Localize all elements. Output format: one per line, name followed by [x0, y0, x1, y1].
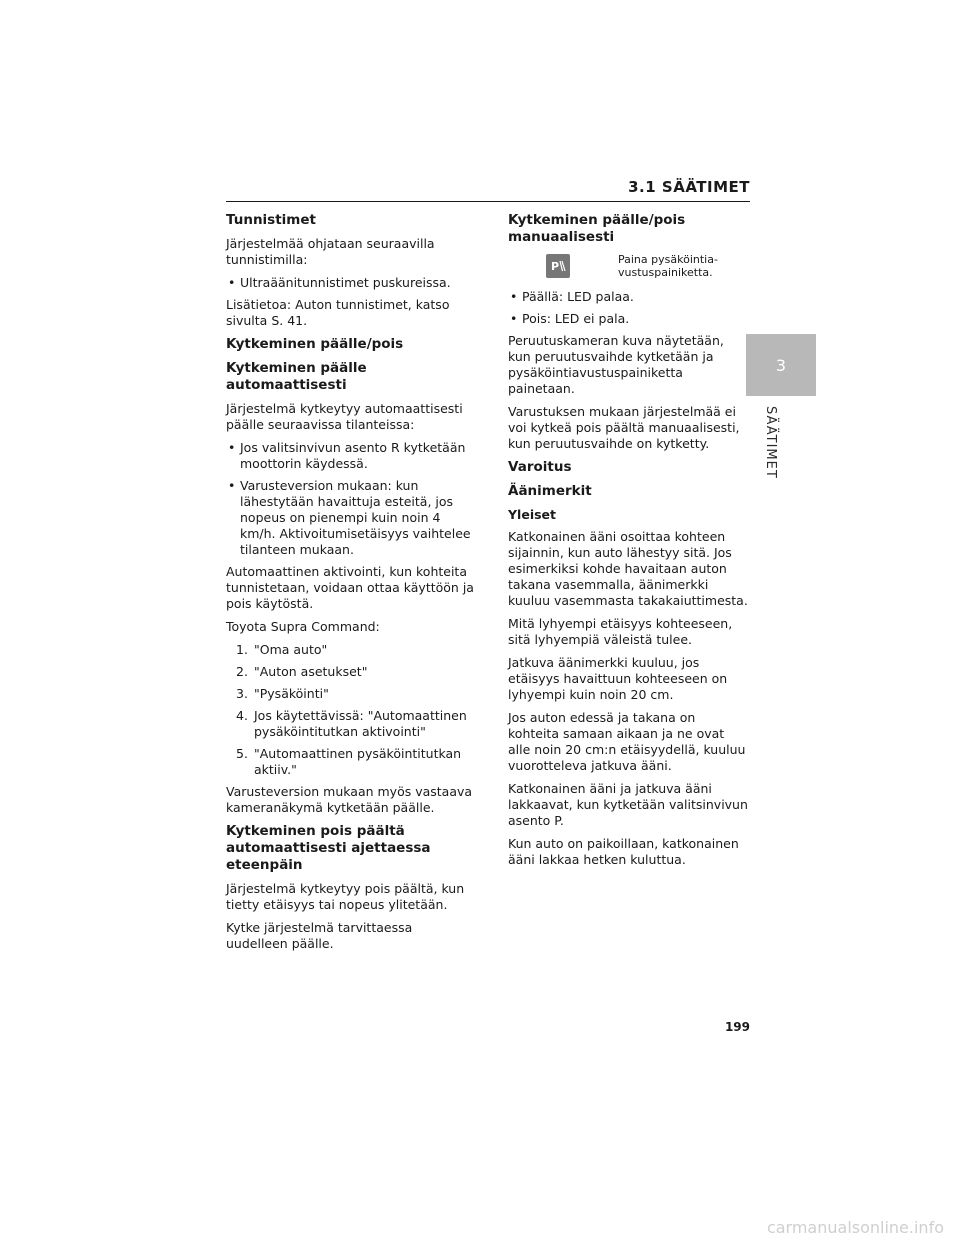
bullet-text: Jos valitsinvivun asento R kytketään moottorin käydessä.	[240, 440, 466, 471]
heading-sensors: Tunnistimet	[226, 212, 316, 228]
numbered-step	[226, 664, 474, 680]
bullet-text: Päällä: LED palaa.	[522, 289, 634, 304]
paragraph: Varusteversion mukaan myös vastaava kameranäkymä kytketään päälle.	[226, 784, 473, 815]
chapter-number: 3	[775, 355, 787, 375]
heading-general: Yleiset	[508, 507, 556, 522]
heading-auto-on: Kytkeminen päälle automaattisesti	[226, 360, 367, 393]
heading-manual: Kytkeminen päälle/pois manuaalisesti	[508, 212, 686, 245]
watermark: carmanualsonline.info	[766, 1218, 944, 1237]
paragraph: Lisätietoa: Auton tunnistimet, katso sivulta S. 41.	[226, 297, 450, 328]
step-text: "Pysäköinti"	[254, 686, 329, 701]
numbered-step	[226, 746, 474, 778]
heading-auto-off: Kytkeminen pois päältä automaattisesti ajettaessa eteenpäin	[226, 823, 431, 873]
paragraph: Kytke järjestelmä tarvittaessa uudelleen päälle.	[226, 920, 413, 951]
step-text: Jos käytettävissä: "Automaattinen pysäköintitutkan aktivointi"	[254, 708, 467, 739]
step-number: 3.	[236, 686, 248, 701]
chapter-label: SÄÄTIMET	[763, 406, 778, 479]
step-number: 2.	[236, 664, 248, 679]
paragraph: Varustuksen mukaan järjestelmää ei voi kytkeä pois päältä manuaalisesti, kun peruutusvaihde on kytketty.	[508, 404, 740, 451]
bullet-text: Varusteversion mukaan: kun lähestytään havaittuja esteitä, jos nopeus on pienempi kuin noin 4 km/h. Aktivoitumisetäisyys vaihtelee tilanteen mukaan.	[240, 478, 471, 557]
step-number: 1.	[236, 642, 248, 657]
bullet-item: • Päällä: LED palaa.	[510, 289, 634, 304]
step-number: 4.	[236, 708, 248, 723]
numbered-step	[226, 708, 474, 740]
paragraph: Järjestelmä kytkeytyy automaattisesti päälle seuraavissa tilanteissa:	[226, 401, 463, 432]
button-illustration-row	[508, 253, 750, 279]
step-text: "Oma auto"	[254, 642, 328, 657]
paragraph: Peruutuskameran kuva näytetään, kun peruutusvaihde kytketään ja pysäköintiavustuspainiketta painetaan.	[508, 333, 724, 396]
numbered-step	[226, 686, 474, 702]
paragraph: Katkonainen ääni ja jatkuva ääni lakkaavat, kun kytketään valitsinvivun asento P.	[508, 781, 748, 828]
paragraph: Kun auto on paikoillaan, katkonainen ääni lakkaa hetken kuluttua.	[508, 836, 739, 867]
bullet-text: Ultraäänitunnistimet puskureissa.	[240, 275, 451, 290]
button-caption: Paina pysäköintiavustuspainiketta.	[618, 253, 718, 279]
step-text: "Auton asetukset"	[254, 664, 368, 679]
chapter-tab-strip	[746, 396, 816, 506]
step-text: "Automaattinen pysäköintitutkan aktiiv."	[254, 746, 462, 777]
heading-sounds: Äänimerkit	[508, 483, 592, 499]
bullet-item: • Ultraäänitunnistimet puskureissa.	[228, 275, 451, 290]
left-column	[226, 208, 474, 959]
section-header-title: 3.1 SÄÄTIMET	[628, 178, 750, 196]
header-rule	[226, 201, 750, 202]
paragraph: Jos auton edessä ja takana on kohteita samaan aikaan ja ne ovat alle noin 20 cm:n etäisyydellä, kuuluu vuorotteleva jatkuva ääni.	[508, 710, 746, 773]
heading-onoff: Kytkeminen päälle/pois	[226, 336, 404, 352]
numbered-step	[226, 642, 474, 658]
svg-text:P: P	[551, 260, 560, 273]
park-distance-control-icon	[546, 254, 570, 278]
paragraph: Katkonainen ääni osoittaa kohteen sijainnin, kun auto lähestyy sitä. Jos esimerkiksi kohde havaitaan auton takana vasemmalla, äänimerkki kuuluu vasemmasta takakaiuttimesta.	[508, 529, 748, 608]
paragraph: Järjestelmä kytkeytyy pois päältä, kun tietty etäisyys tai nopeus ylitetään.	[226, 881, 465, 912]
bullet-text: Pois: LED ei pala.	[522, 311, 630, 326]
bullet-item: • Varusteversion mukaan: kun lähestytään havaittuja esteitä, jos nopeus on pienempi kuin noin 4 km/h. Aktivoitumisetäisyys vaihtelee tilanteen mukaan.	[228, 478, 471, 557]
page-number: 199	[724, 1020, 750, 1034]
paragraph: Jatkuva äänimerkki kuuluu, jos etäisyys havaittuun kohteeseen on lyhyempi kuin noin 20 cm.	[508, 655, 728, 702]
paragraph: Toyota Supra Command:	[226, 619, 380, 634]
right-column	[508, 208, 750, 875]
paragraph: Mitä lyhyempi etäisyys kohteeseen, sitä lyhyempiä väleistä tulee.	[508, 616, 733, 647]
paragraph: Automaattinen aktivointi, kun kohteita tunnistetaan, voidaan ottaa käyttöön ja pois käytöstä.	[226, 564, 474, 611]
bullet-item: • Pois: LED ei pala.	[510, 311, 630, 326]
heading-warning: Varoitus	[508, 459, 572, 475]
bullet-item: • Jos valitsinvivun asento R kytketään moottorin käydessä.	[228, 440, 466, 471]
chapter-tab	[746, 334, 816, 396]
paragraph: Järjestelmää ohjataan seuraavilla tunnistimilla:	[226, 236, 435, 267]
step-number: 5.	[236, 746, 248, 761]
